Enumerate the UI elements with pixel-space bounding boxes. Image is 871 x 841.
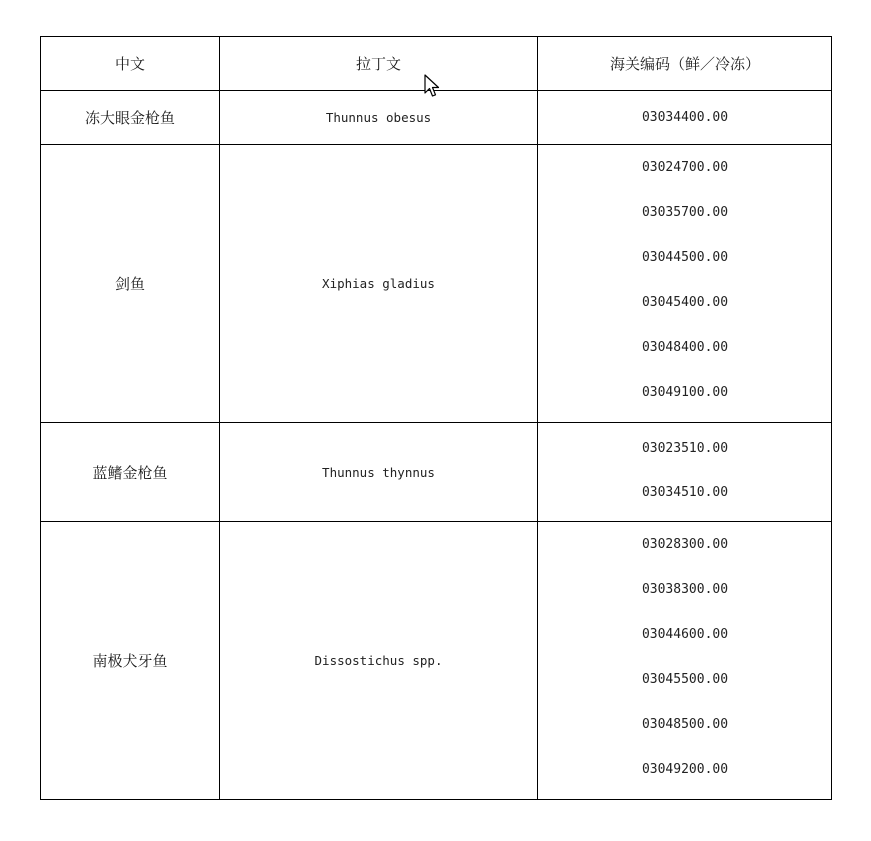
hs-code-cell: 03044500.00 — [641, 250, 729, 265]
hs-code-cell: 03049200.00 — [641, 762, 729, 777]
chinese-name-cell: 冻大眼金枪鱼 — [84, 109, 175, 127]
hs-code-cell: 03023510.00 — [641, 440, 729, 456]
header-chinese: 中文 — [114, 55, 145, 73]
chinese-name-cell: 剑鱼 — [114, 275, 145, 293]
hs-code-cell: 03048400.00 — [641, 340, 729, 355]
header-hs-code: 海关编码（鲜／冷冻） — [609, 55, 760, 73]
hs-code-cell: 03048500.00 — [641, 717, 729, 732]
hs-code-cell: 03035700.00 — [641, 205, 729, 220]
latin-name-cell: Thunnus thynnus — [322, 464, 435, 480]
species-hs-code-table — [40, 36, 832, 800]
hs-code-cell: 03024700.00 — [641, 160, 729, 175]
mouse-pointer-icon — [424, 74, 444, 100]
hs-code-cell: 03045500.00 — [641, 672, 729, 687]
hs-code-cell: 03038300.00 — [641, 582, 729, 597]
latin-name-cell: Dissostichus spp. — [314, 653, 443, 668]
chinese-name-cell: 南极犬牙鱼 — [92, 652, 168, 670]
header-latin: 拉丁文 — [355, 55, 401, 73]
hs-code-cell: 03049100.00 — [641, 385, 729, 400]
hs-code-cell: 03045400.00 — [641, 295, 729, 310]
chinese-name-cell: 蓝鳍金枪鱼 — [92, 463, 168, 482]
hs-code-cell: 03034400.00 — [641, 110, 729, 125]
hs-code-cell: 03044600.00 — [641, 627, 729, 642]
hs-code-cell: 03034510.00 — [641, 484, 729, 500]
latin-name-cell: Thunnus obesus — [325, 110, 432, 125]
hs-code-cell: 03028300.00 — [641, 537, 729, 552]
latin-name-cell: Xiphias gladius — [322, 276, 435, 291]
